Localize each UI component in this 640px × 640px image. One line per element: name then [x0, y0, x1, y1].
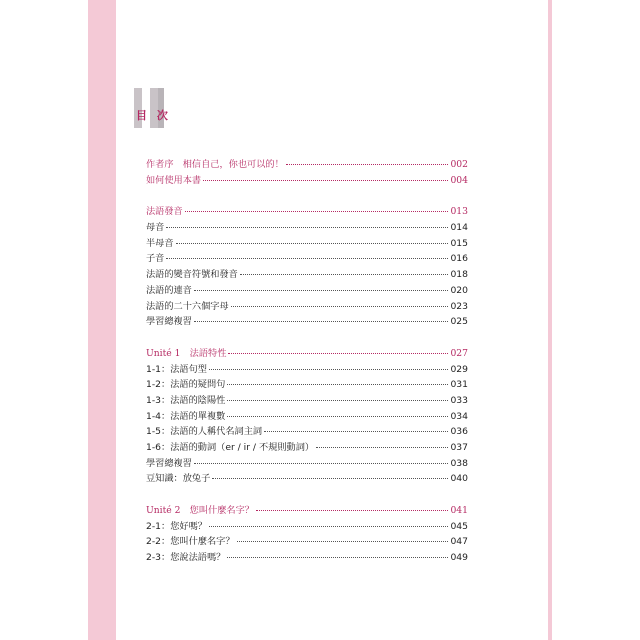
toc-entry[interactable] [146, 313, 468, 329]
toc-entry[interactable] [146, 250, 468, 266]
toc-entry[interactable] [146, 298, 468, 314]
toc-title: 目 次 [136, 109, 171, 122]
toc-entry-label: 豆知識：放兔子 [146, 473, 211, 485]
dot-leader [185, 211, 449, 212]
toc-heading-entry[interactable] [146, 156, 468, 172]
toc-entry-label: 2-3：您說法語嗎？ [146, 552, 226, 564]
toc-group [146, 203, 468, 329]
toc-entry-page-number: 034 [450, 410, 468, 422]
toc-entry-page-number: 015 [450, 237, 468, 249]
toc-entry-page-number: 036 [450, 426, 468, 438]
toc-entry[interactable] [146, 470, 468, 486]
toc-entry-label: 法語的變音符號和發音 [146, 269, 238, 281]
dot-leader [316, 447, 448, 448]
toc-entry-page-number: 029 [450, 363, 468, 375]
toc-entry[interactable] [146, 439, 468, 455]
toc-entry-page-number: 025 [450, 316, 468, 328]
toc-entry-page-number: 020 [450, 284, 468, 296]
dot-leader [240, 274, 449, 275]
dot-leader [264, 431, 448, 432]
toc-entry-label: 法語發音 [146, 206, 183, 218]
toc-entry-label: 1-6：法語的動詞（er / ir / 不規則動詞） [146, 442, 315, 453]
toc-entry-page-number: 038 [450, 457, 468, 469]
toc-entry-page-number: 040 [450, 473, 468, 485]
toc-entry[interactable] [146, 533, 468, 549]
toc-entry-label: 作者序 相信自己，你也可以的！ [146, 159, 284, 170]
toc-entry[interactable] [146, 266, 468, 282]
toc-entry-label: 學習總複習 [146, 316, 192, 328]
toc-entry-page-number: 037 [450, 442, 468, 453]
dot-leader [256, 510, 448, 511]
toc-entry-page-number: 018 [450, 269, 468, 281]
toc-entry-label: 1-5：法語的人稱代名詞主詞 [146, 426, 263, 438]
toc-heading-entry[interactable] [146, 203, 468, 219]
toc-entry[interactable] [146, 423, 468, 439]
dot-leader [212, 478, 448, 479]
toc-heading-entry[interactable] [146, 172, 468, 188]
dot-leader [227, 557, 448, 558]
dot-leader [176, 243, 449, 244]
toc-entry-label: 1-1：法語句型 [146, 363, 207, 375]
toc-heading-entry[interactable] [146, 345, 468, 361]
toc-entry-page-number: 045 [450, 520, 468, 532]
toc-entry-label: Unité 2 您叫什麼名字？ [146, 505, 254, 517]
toc-entry[interactable] [146, 219, 468, 235]
toc-entry[interactable] [146, 518, 468, 534]
toc-entry-page-number: 014 [450, 222, 468, 234]
dot-leader [286, 164, 449, 165]
toc-entry-page-number: 049 [450, 552, 468, 564]
toc-heading-entry[interactable] [146, 502, 468, 518]
toc-entry-label: 法語的連音 [146, 284, 192, 296]
toc-group [146, 502, 468, 565]
toc-entry[interactable] [146, 455, 468, 471]
toc-entry-page-number: 023 [450, 300, 468, 312]
toc-entry-label: 1-2：法語的疑問句 [146, 379, 226, 391]
toc-entry-label: Unité 1 法語特性 [146, 347, 227, 359]
dot-leader [194, 463, 449, 464]
dot-leader [166, 227, 448, 228]
dot-leader [237, 541, 449, 542]
toc-entry-label: 2-1：您好嗎？ [146, 520, 207, 532]
toc-entry-label: 2-2：您叫什麼名字？ [146, 536, 235, 548]
dot-leader [227, 416, 448, 417]
table-of-contents [146, 156, 468, 581]
toc-entry-label: 1-3：法語的陰陽性 [146, 394, 226, 406]
toc-entry-page-number: 013 [450, 206, 468, 218]
toc-entry[interactable] [146, 282, 468, 298]
toc-entry-label: 母音 [146, 222, 165, 234]
toc-entry-page-number: 002 [450, 159, 468, 170]
toc-entry-label: 法語的二十六個字母 [146, 300, 229, 312]
toc-entry-page-number: 016 [450, 253, 468, 265]
toc-entry-page-number: 033 [450, 394, 468, 406]
toc-entry[interactable] [146, 235, 468, 251]
dot-leader [194, 290, 449, 291]
dot-leader [231, 306, 449, 307]
toc-entry[interactable] [146, 361, 468, 377]
toc-entry-page-number: 004 [450, 174, 468, 186]
dot-leader [227, 400, 448, 401]
toc-entry-label: 半母音 [146, 237, 174, 249]
toc-group [146, 345, 468, 486]
dot-leader [209, 369, 449, 370]
toc-entry[interactable] [146, 376, 468, 392]
toc-entry-page-number: 047 [450, 536, 468, 548]
toc-entry-label: 子音 [146, 253, 165, 265]
toc-entry-label: 如何使用本書 [146, 174, 202, 186]
toc-entry-label: 1-4：法語的單複數 [146, 410, 226, 422]
dot-leader [203, 180, 448, 181]
dot-leader [209, 526, 449, 527]
dot-leader [166, 258, 448, 259]
dot-leader [227, 384, 448, 385]
toc-entry-label: 學習總複習 [146, 457, 192, 469]
toc-entry[interactable] [146, 392, 468, 408]
toc-entry[interactable] [146, 408, 468, 424]
toc-entry-page-number: 031 [450, 379, 468, 391]
toc-group [146, 156, 468, 187]
toc-entry[interactable] [146, 549, 468, 565]
toc-entry-page-number: 027 [450, 347, 468, 359]
dot-leader [194, 321, 449, 322]
dot-leader [228, 353, 448, 354]
toc-entry-page-number: 041 [450, 505, 468, 517]
